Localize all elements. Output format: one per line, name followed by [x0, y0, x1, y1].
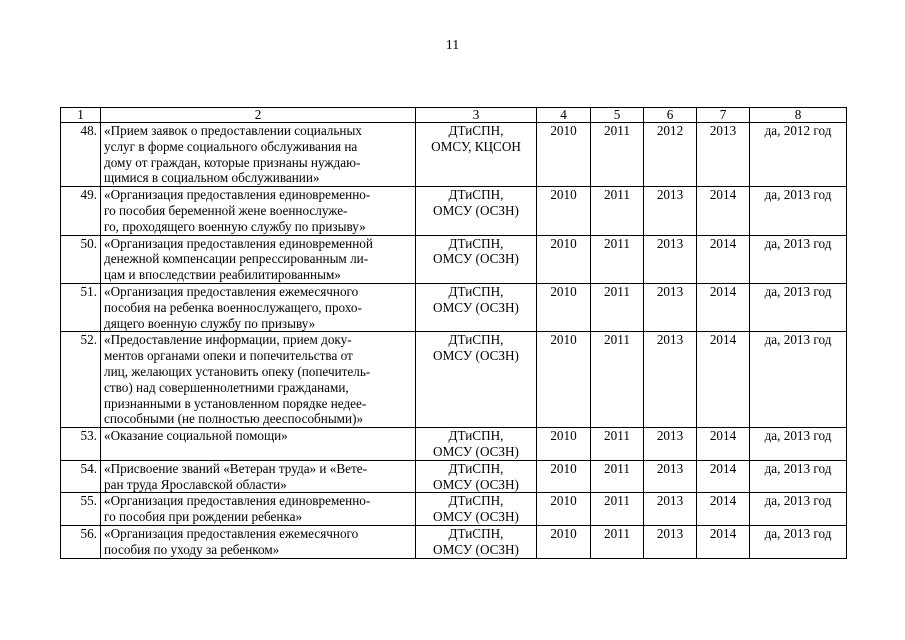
executor-cell [416, 428, 537, 461]
service-name-line: ментов органами опеки и попечительства от [104, 348, 353, 364]
service-name-line: го, проходящего военную службу по призыву» [104, 218, 366, 234]
header-cell-5: 5 [591, 108, 644, 123]
executor-cell [416, 123, 537, 187]
year-col-4: 2010 [537, 525, 591, 558]
executor-cell [416, 525, 537, 558]
service-name-line: дящего военную службу по призыву» [104, 315, 316, 331]
service-name-line: го пособия при рождении ребенка» [104, 509, 303, 525]
row-number: 51. [61, 283, 101, 331]
service-name-line: признанными в установленном порядке недее- [104, 395, 367, 411]
year-col-4: 2010 [537, 235, 591, 283]
completion-cell: да, 2013 год [750, 525, 847, 558]
year-col-4: 2010 [537, 428, 591, 461]
year-col-6: 2013 [644, 493, 697, 526]
table-row [61, 235, 847, 283]
completion-cell: да, 2013 год [750, 187, 847, 235]
executor-line: ОМСУ (ОСЗН) [433, 443, 519, 459]
executor-line: ДТиСПН, [448, 187, 504, 203]
service-name-cell [101, 235, 416, 283]
year-col-5: 2011 [591, 493, 644, 526]
year-col-6: 2012 [644, 123, 697, 187]
table-body [61, 108, 847, 559]
table-row [61, 525, 847, 558]
service-name-line: «Организация предоставления единовременно- [104, 187, 371, 203]
header-cell-2: 2 [101, 108, 416, 123]
completion-cell: да, 2012 год [750, 123, 847, 187]
year-col-7: 2014 [697, 525, 750, 558]
service-name-line: «Оказание социальной помощи» [104, 428, 288, 444]
table-row [61, 493, 847, 526]
service-name-line: ран труда Ярославской области» [104, 476, 287, 492]
executor-cell [416, 332, 537, 428]
page-number: 11 [445, 38, 460, 53]
service-name-line: пособия по уходу за ребенком» [104, 541, 280, 557]
row-number: 49. [61, 187, 101, 235]
service-name-cell [101, 283, 416, 331]
service-name-cell [101, 460, 416, 493]
service-name-line: «Присвоение званий «Ветеран труда» и «Вете- [104, 460, 368, 476]
executor-line: ДТиСПН, [448, 123, 504, 138]
services-table [60, 107, 847, 559]
table-row [61, 332, 847, 428]
table-header-row [61, 108, 847, 123]
year-col-5: 2011 [591, 332, 644, 428]
row-number: 56. [61, 525, 101, 558]
service-name-line: цам и впоследствии реабилитированным» [104, 267, 341, 283]
executor-line: ОМСУ (ОСЗН) [433, 251, 519, 267]
executor-line: ДТиСПН, [448, 525, 504, 541]
year-col-4: 2010 [537, 187, 591, 235]
executor-line: ДТиСПН, [448, 460, 504, 476]
year-col-6: 2013 [644, 283, 697, 331]
header-cell-7: 7 [697, 108, 750, 123]
header-cell-6: 6 [644, 108, 697, 123]
year-col-5: 2011 [591, 460, 644, 493]
executor-line: ОМСУ (ОСЗН) [433, 202, 519, 218]
table-row [61, 283, 847, 331]
year-col-6: 2013 [644, 460, 697, 493]
service-name-line: лиц, желающих установить опеку (попечитель- [104, 363, 371, 379]
year-col-7: 2014 [697, 460, 750, 493]
row-number: 53. [61, 428, 101, 461]
completion-cell: да, 2013 год [750, 428, 847, 461]
year-col-4: 2010 [537, 123, 591, 187]
service-name-line: денежной компенсации репрессированным ли- [104, 251, 369, 267]
header-cell-1: 1 [61, 108, 101, 123]
service-name-line: «Организация предоставления единовременно- [104, 493, 371, 509]
service-name-line: «Организация предоставления ежемесячного [104, 283, 359, 299]
year-col-7: 2013 [697, 123, 750, 187]
service-name-line: ство) над совершеннолетними гражданами, [104, 379, 349, 395]
table-row [61, 123, 847, 187]
year-col-6: 2013 [644, 235, 697, 283]
year-col-4: 2010 [537, 493, 591, 526]
year-col-5: 2011 [591, 283, 644, 331]
completion-cell: да, 2013 год [750, 493, 847, 526]
completion-cell: да, 2013 год [750, 332, 847, 428]
executor-cell [416, 460, 537, 493]
executor-line: ОМСУ, КЦСОН [431, 138, 521, 154]
executor-line: ОМСУ (ОСЗН) [433, 476, 519, 492]
completion-cell: да, 2013 год [750, 283, 847, 331]
year-col-5: 2011 [591, 123, 644, 187]
year-col-5: 2011 [591, 525, 644, 558]
service-name-cell [101, 428, 416, 461]
service-name-cell [101, 123, 416, 187]
service-name-cell [101, 332, 416, 428]
header-cell-4: 4 [537, 108, 591, 123]
executor-cell [416, 187, 537, 235]
year-col-4: 2010 [537, 283, 591, 331]
year-col-7: 2014 [697, 235, 750, 283]
year-col-7: 2014 [697, 493, 750, 526]
service-name-cell [101, 525, 416, 558]
table-row [61, 187, 847, 235]
service-name-line: услуг в форме социального обслуживания на [104, 138, 358, 154]
row-number: 52. [61, 332, 101, 428]
year-col-6: 2013 [644, 187, 697, 235]
service-name-line: пособия на ребенка военнослужащего, прохо- [104, 299, 362, 315]
executor-cell [416, 235, 537, 283]
executor-line: ОМСУ (ОСЗН) [433, 541, 519, 557]
executor-line: ОМСУ (ОСЗН) [433, 348, 519, 364]
executor-cell [416, 493, 537, 526]
service-name-line: «Прием заявок о предоставлении социальных [104, 123, 362, 138]
executor-line: ДТиСПН, [448, 428, 504, 444]
service-name-line: щимися в социальном обслуживании» [104, 170, 320, 186]
year-col-6: 2013 [644, 428, 697, 461]
year-col-5: 2011 [591, 235, 644, 283]
year-col-6: 2013 [644, 332, 697, 428]
year-col-6: 2013 [644, 525, 697, 558]
year-col-4: 2010 [537, 460, 591, 493]
executor-line: ДТиСПН, [448, 283, 504, 299]
executor-line: ДТиСПН, [448, 332, 504, 348]
executor-line: ДТиСПН, [448, 493, 504, 509]
executor-line: ОМСУ (ОСЗН) [433, 299, 519, 315]
row-number: 55. [61, 493, 101, 526]
service-name-cell [101, 493, 416, 526]
table-row [61, 428, 847, 461]
service-name-line: дому от граждан, которые признаны нуждаю- [104, 154, 361, 170]
year-col-5: 2011 [591, 187, 644, 235]
row-number: 54. [61, 460, 101, 493]
row-number: 50. [61, 235, 101, 283]
service-name-line: «Предоставление информации, прием доку- [104, 332, 352, 348]
header-cell-3: 3 [416, 108, 537, 123]
year-col-4: 2010 [537, 332, 591, 428]
year-col-7: 2014 [697, 332, 750, 428]
row-number: 48. [61, 123, 101, 187]
service-name-line: «Организация предоставления ежемесячного [104, 525, 359, 541]
completion-cell: да, 2013 год [750, 460, 847, 493]
year-col-5: 2011 [591, 428, 644, 461]
executor-cell [416, 283, 537, 331]
table-row [61, 460, 847, 493]
executor-line: ДТиСПН, [448, 235, 504, 251]
service-name-line: способными (не полностью дееспособными)» [104, 411, 364, 427]
year-col-7: 2014 [697, 428, 750, 461]
header-cell-8: 8 [750, 108, 847, 123]
service-name-line: «Организация предоставления единовременной [104, 235, 373, 251]
completion-cell: да, 2013 год [750, 235, 847, 283]
service-name-line: го пособия беременной жене военнослуже- [104, 202, 348, 218]
year-col-7: 2014 [697, 283, 750, 331]
service-name-cell [101, 187, 416, 235]
executor-line: ОМСУ (ОСЗН) [433, 509, 519, 525]
year-col-7: 2014 [697, 187, 750, 235]
